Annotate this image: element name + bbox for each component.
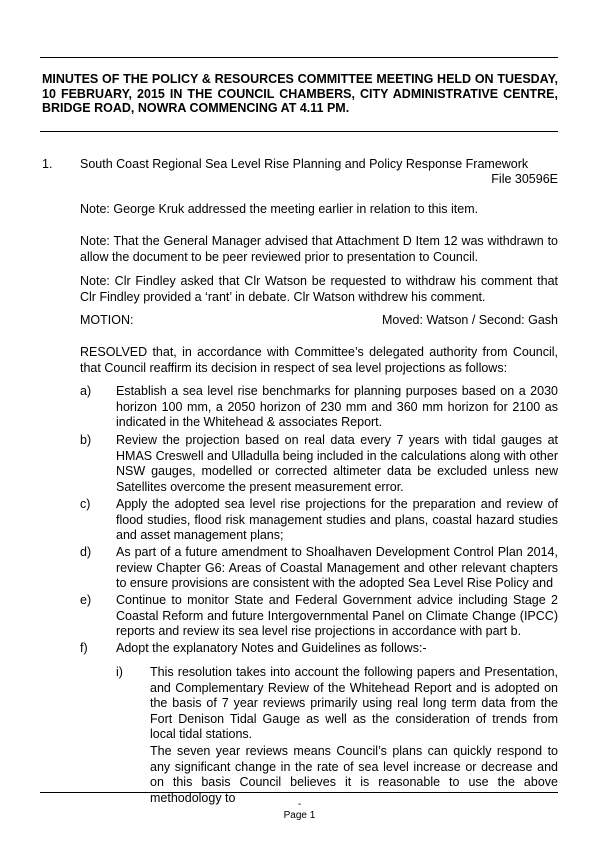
footer-rule	[40, 792, 558, 793]
resolved-paragraph: RESOLVED that, in accordance with Committee’s delegated authority from Council, that Council reaffirm its decision in respect of sea level projections as follows:	[80, 345, 558, 375]
list-marker: e)	[80, 593, 92, 607]
item-title: South Coast Regional Sea Level Rise Planning and Policy Response Framework	[80, 157, 529, 171]
list-text: Establish a sea level rise benchmarks for planning purposes based on a 2030 horizon 100 mm, a 2050 horizon of 230 mm and 360 mm horizon for 2100 as indicated in the Whitehead & associates Report.	[116, 384, 558, 429]
list-item	[80, 593, 558, 640]
note-findley: Note: Clr Findley asked that Clr Watson be requested to withdraw his comment that Clr Findley provided a ‘rant’ in debate. Clr Watson withdrew his comment.	[80, 274, 558, 304]
motion-label: MOTION:	[80, 313, 134, 327]
list-marker: c)	[80, 497, 91, 511]
top-rule	[40, 57, 558, 58]
list-item	[80, 497, 558, 544]
file-reference: File 30596E	[491, 172, 558, 186]
list-text: As part of a future amendment to Shoalhaven Development Control Plan 2014, review Chapter G6: Areas of Coastal Management and other relevant chapters to ensure provisions are consistent with the adopted Sea Level Rise Policy and	[116, 545, 558, 590]
sub-continuation-text: The seven year reviews means Council’s plans can quickly respond to any significant change in the rate of sea level increase or decrease and on this basis Council believes it is reasonable to use the above methodology to	[150, 744, 558, 805]
heading-rule	[40, 131, 558, 132]
list-text: Review the projection based on real data every 7 years with tidal gauges at HMAS Creswell and Ulladulla being included in the calculations along with other NSW gauges, modelled or corrected altimeter data be excluded unless new Satellites overcome the present measurement error.	[116, 433, 558, 494]
list-text: Continue to monitor State and Federal Government advice including Stage 2 Coastal Reform and future Intergovernmental Panel on Climate Change (IPCC) reports and review its sea level rise projections in accordance with part b.	[116, 593, 558, 638]
list-item	[80, 433, 558, 495]
sub-list-text: This resolution takes into account the following papers and Presentation, and Complementary Review of the Whitehead Report and is adopted on the basis of 7 year reviews primarily using real long term data from the Fort Denison Tidal Gauge as well as the consideration of trends from local tidal stations.	[150, 665, 558, 741]
list-marker: d)	[80, 545, 92, 559]
list-marker: f)	[80, 641, 88, 655]
list-item	[80, 545, 558, 592]
list-text: Apply the adopted sea level rise projections for the preparation and review of flood studies, flood risk management studies and plans, coastal hazard studies and asset management plans;	[116, 497, 558, 542]
sub-list-marker: i)	[116, 665, 123, 679]
page-number: Page 1	[283, 810, 316, 821]
sub-list-item	[116, 665, 558, 743]
item-number: 1.	[42, 157, 53, 171]
footer-dash: -	[297, 799, 302, 810]
list-text: Adopt the explanatory Notes and Guidelines as follows:-	[116, 641, 427, 655]
list-item	[80, 641, 558, 657]
motion-movers: Moved: Watson / Second: Gash	[381, 313, 558, 327]
note-kruk: Note: George Kruk addressed the meeting earlier in relation to this item.	[80, 202, 479, 216]
note-attachment: Note: That the General Manager advised that Attachment D Item 12 was withdrawn to allow the document to be peer reviewed prior to presentation to Council.	[80, 234, 558, 264]
list-marker: b)	[80, 433, 92, 447]
list-marker: a)	[80, 384, 92, 398]
minutes-heading: MINUTES OF THE POLICY & RESOURCES COMMITTEE MEETING HELD ON TUESDAY, 10 FEBRUARY, 2015 IN THE COUNCIL CHAMBERS, CITY ADMINISTRATIVE CENTRE, BRIDGE ROAD, NOWRA COMMENCING AT 4.11 PM.	[42, 72, 558, 115]
sub-list-continuation	[116, 744, 558, 806]
list-item	[80, 384, 558, 431]
